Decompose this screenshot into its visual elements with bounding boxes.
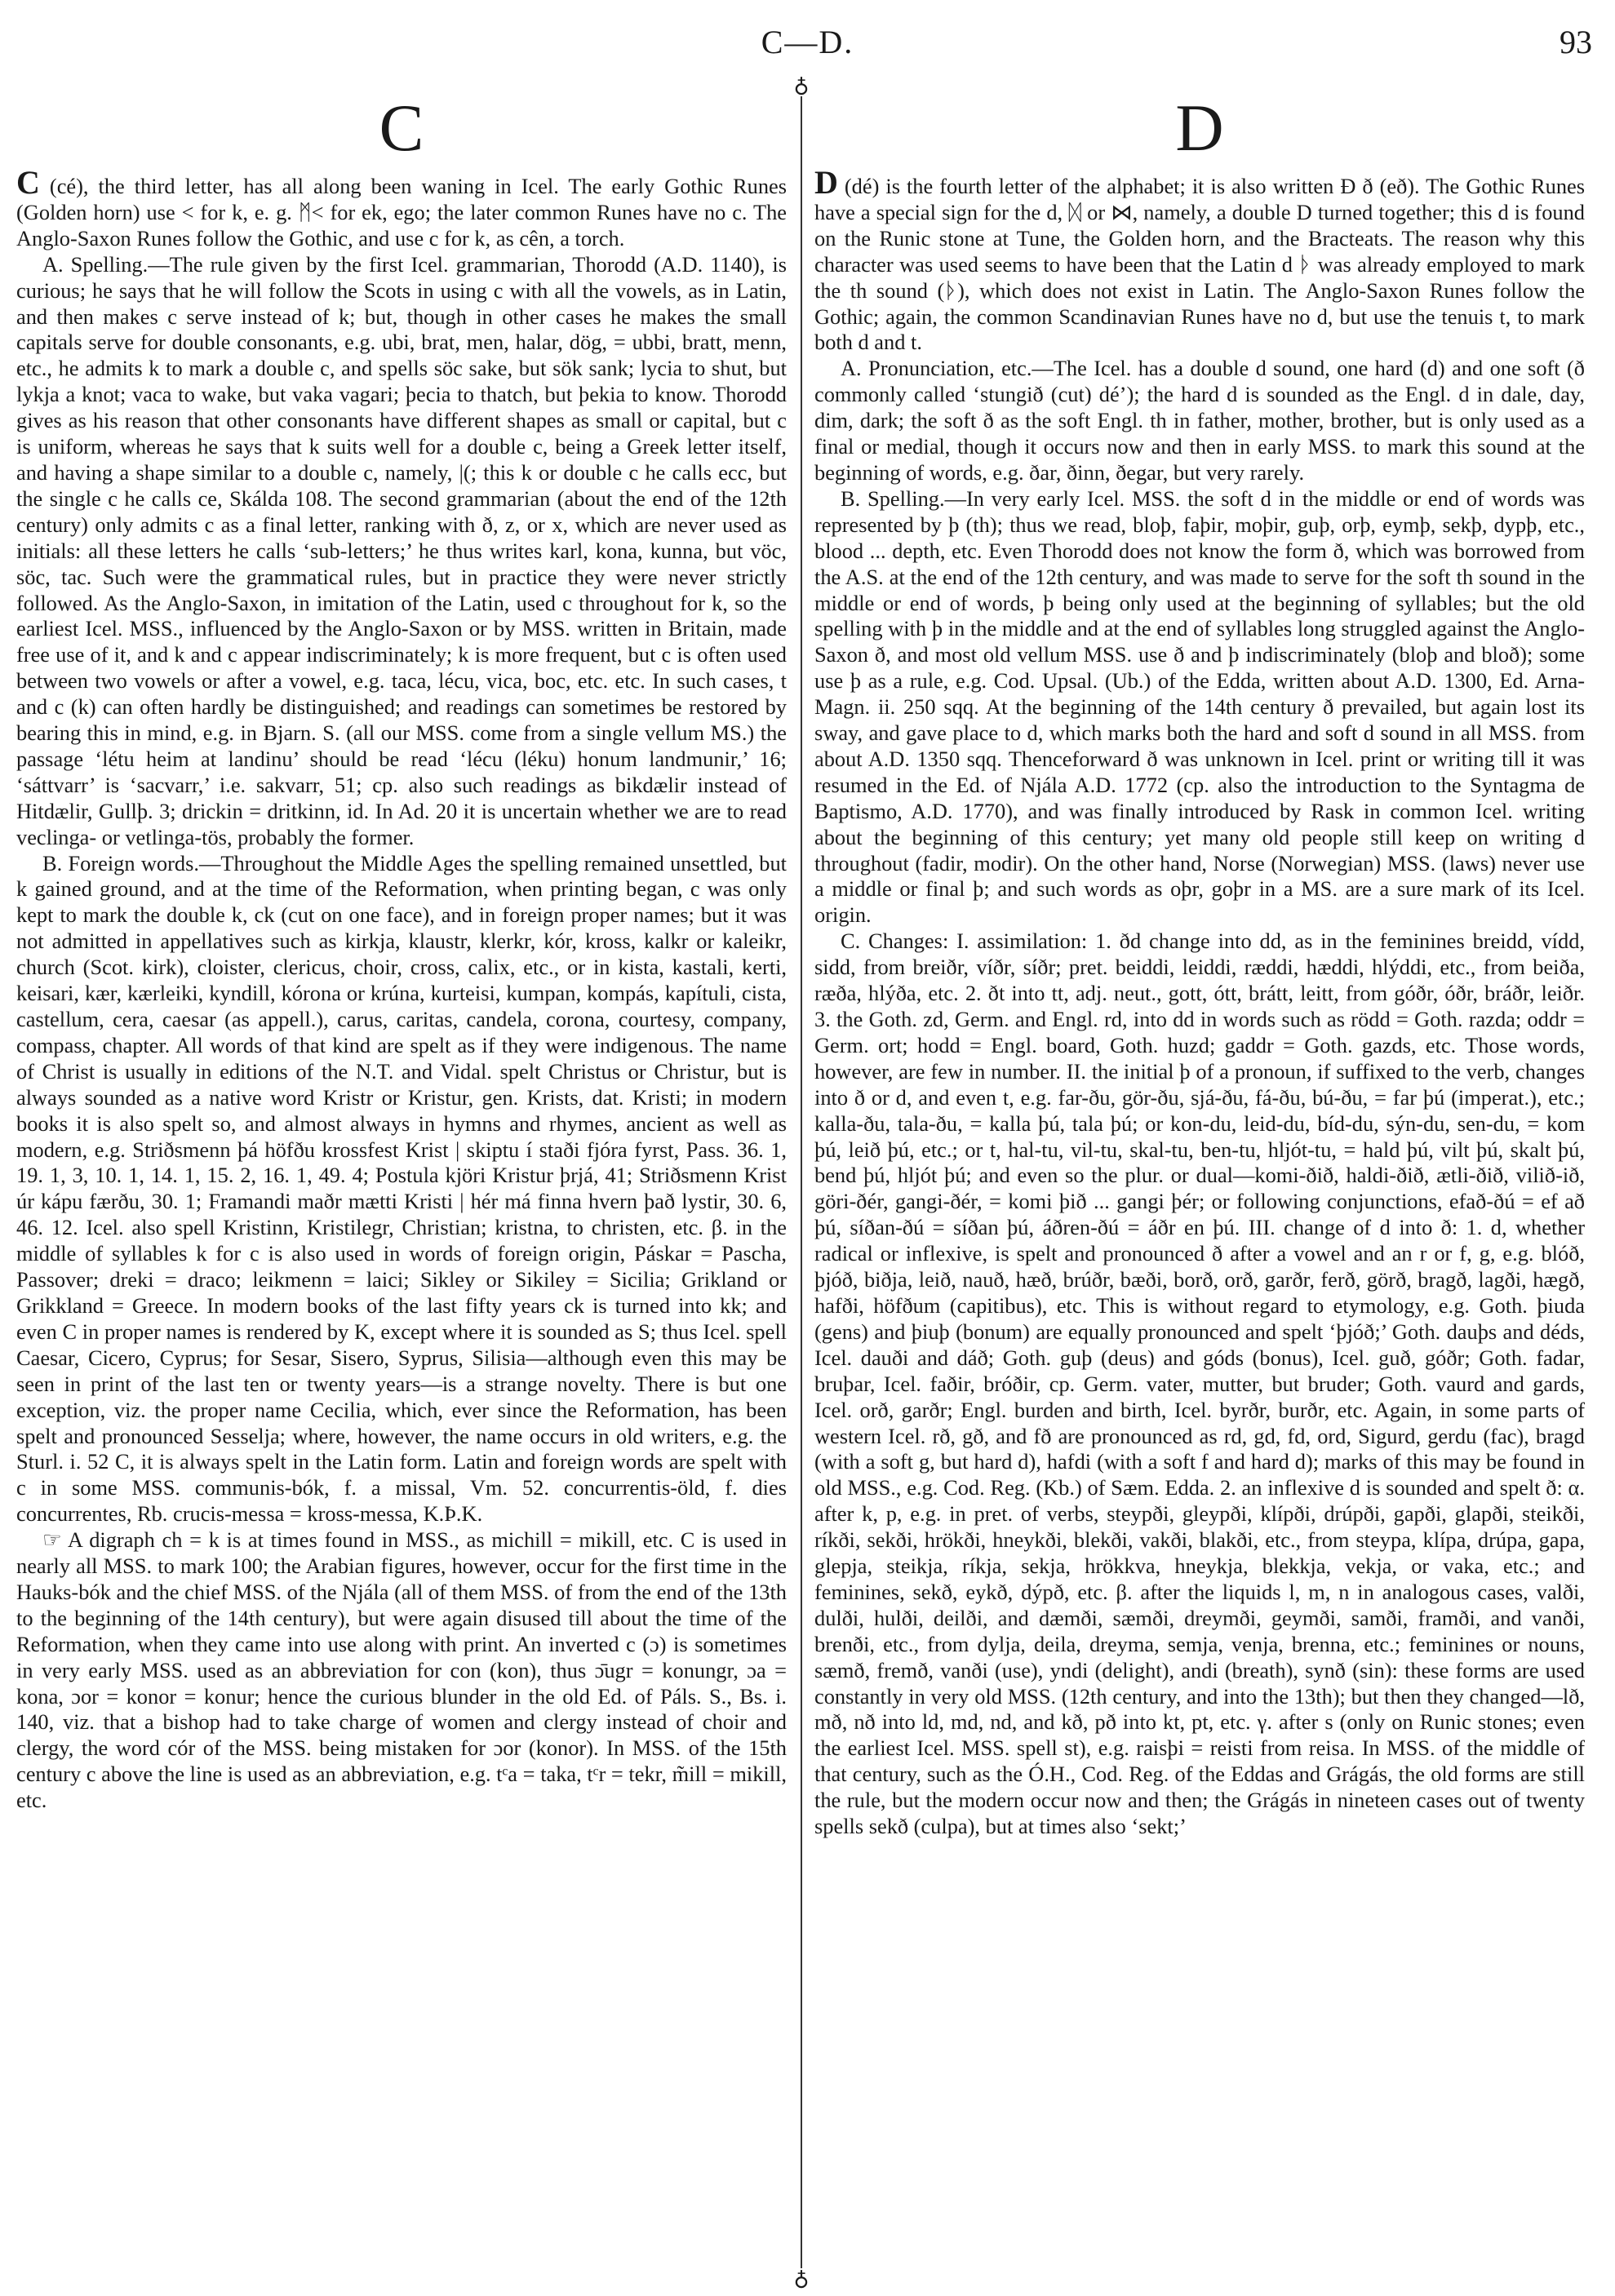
section-letter-c: C <box>379 94 424 165</box>
entry-d-intro <box>814 164 1585 356</box>
entry-d-spelling: B. Spelling.—In very early Icel. MSS. the soft d in the middle or end of words was represented by þ (th); thus we read, bloþ, faþir, moþir, guþ, orþ, eymþ, sekþ, dypþ, etc., blood ... depth, etc. Even Thorodd does not know the form ð, which was borrowed from the A.S. at the end of the 12th century, and was made to serve for the soft th sound in the middle or end of words, þ being only used at the beginning of syllables; but the old spelling with þ in the middle and at the end of syllables long struggled against the Anglo-Saxon ð, and most old vellum MSS. use ð and þ indiscriminately (bloþ and bloð); some use þ as a rule, e.g. Cod. Upsal. (Ub.) of the Edda, written about A.D. 1300, Ed. Arna-Magn. ii. 250 sqq. At the beginning of the 14th century ð prevailed, but again lost its sway, and gave place to d, which marks both the hard and soft d sound in all MSS. from about A.D. 1350 sqq. Thenceforward ð was unknown in Icel. print or writing till it was resumed in the Ed. of Njála A.D. 1772 (cp. also the introduction to the Syntagma de Baptismo, A.D. 1770), and was finally introduced by Rask in common Icel. writing about the beginning of this century; yet many old people still keep on writing d throughout (fadir, modir). On the other hand, Norse (Norwegian) MSS. (laws) never use a middle or final þ; and such words as oþr, goþr in a MS. are a sure mark of its Icel. origin. <box>814 485 1585 928</box>
entry-c-intro-text: (cé), the third letter, has all along been waning in Icel. The early Gothic Runes (Golden horn) use < for k, e. g. ᛗ< for ek, ego; the later common Runes have no c. The Anglo-Saxon Runes follow the Gothic, and use c for k, as cên, a torch. <box>16 174 787 250</box>
entry-c-intro <box>16 164 787 252</box>
column-divider-rule <box>801 78 802 2281</box>
running-head <box>0 15 1615 64</box>
drop-initial-d: D <box>814 164 838 201</box>
entry-d-changes: C. Changes: I. assimilation: 1. ðd change into dd, as in the feminines breidd, vídd, sidd, from breiðr, víðr, síðr; pret. beiddi, leiddi, ræddi, hæddi, hlýddi, etc., from beiða, ræða, hlýða, etc. 2. ðt into tt, adj. neut., gott, ótt, brátt, leitt, from góðr, óðr, bráðr, leiðr. 3. the Goth. zd, Germ. and Engl. rd, into dd in words such as rödd = Goth. razda; oddr = Germ. ort; hodd = Engl. board, Goth. huzd; gaddr = Goth. gazds, etc. Those words, however, are few in number. II. the initial þ of a pronoun, if suffixed to the verb, changes into ð or d, and even t, e.g. far-ðu, gör-ðu, sjá-ðu, fá-ðu, bú-ðu, = far þú (imperat.), etc.; kalla-ðu, tala-ðu, = kalla þú, tala þú; or kon-du, leid-du, bíd-du, sýn-du, sen-du, = kom þú, leið þú, etc.; or t, hal-tu, vil-tu, skal-tu, ben-tu, hljót-tu, = hald þú, vilt þú, skalt þú, bend þú, hljót þú; and even so the plur. or dual—komi-ðið, haldi-ðið, ætli-ðið, vilið-ið, göri-ðér, gangi-ðér, = komi þið ... gangi þér; or following conjunctions, efað-ðú = ef að þú, síðan-ðú = síðan þú, áðren-ðú = áðr en þú. III. change of d into ð: 1. d, whether radical or inflexive, is spelt and pronounced ð after a vowel and an r or f, g, e.g. blóð, þjóð, biðja, leið, nauð, hæð, brúðr, bæði, borð, orð, garðr, ferð, görð, bragð, lagði, hægð, hafði, höfðum (capitibus), etc. This is without regard to etymology, e.g. Goth. þiuda (gens) and þiuþ (bonum) are equally pronounced and spelt ‘þjóð;’ Goth. dauþs and déds, Icel. dauði and dáð; Goth. guþ (deus) and góds (bonus), Icel. guð, góðr; Goth. fadar, bruþar, Icel. faðir, bróðir, cp. Germ. vater, mutter, but bruder; Goth. vaurd and gards, Icel. orð, garðr; Engl. burden and birth, Icel. byrðr, burðr, etc. Again, in some parts of western Icel. rð, gð, and fð are pronounced as rd, gd, fd, ord, Sigurd, gerdu (fac), bragd (with a soft g, but hard d), hafdi (with a soft f and hard d); marks of this may be found in old MSS., e.g. Cod. Reg. (Kb.) of Sæm. Edda. 2. an inflexive d is sounded and spelt ð: α. after k, p, e.g. in pret. of verbs, steypði, gleypði, klípði, drúpði, gapði, glapði, steikði, ríkði, sekði, hrökði, hneykði, blekði, vakði, blakði, etc., from steypa, klípa, drúpa, gapa, glepja, steikja, ríkja, sekja, hrökkva, hneykja, blekkja, vekja, or vaka, etc.; and feminines, sekð, eykð, dýpð, etc. β. after the liquids l, m, n in analogous cases, valði, dulði, hulði, deilði, and dæmði, sæmði, dreymði, geymði, samði, framði, and vanði, brenði, etc., from dylja, deila, dreyma, semja, venja, brenna, etc.; feminines or nouns, sæmð, fremð, vanði (use), yndi (delight), andi (breath), synð (sin): these forms are used constantly in very old MSS. (12th century, and into the 13th); but then they changed—lð, mð, nð into ld, md, nd, and kð, pð into kt, pt, etc. γ. after s (only on Runic stones; even the earliest Icel. MSS. spell st), e.g. raisþi = reisti from reisa. In MSS. of the middle of that century, such as the Ó.H., Cod. Reg. of the Eddas and Grágás, the old forms are still the rule, but the modern occur now and then; the Grágás in nineteen cases out of twenty spells sekð (culpa), but at times also ‘sekt;’ <box>814 929 1585 1839</box>
left-column <box>16 94 787 2280</box>
column-divider-ornament-bottom: ♁ <box>792 2268 811 2289</box>
page-number: 93 <box>1560 24 1592 60</box>
entry-d-pronunciation: A. Pronunciation, etc.—The Icel. has a double d sound, one hard (d) and one soft (ð commonly called ‘stungið (cut) dé’); the hard d is sounded as the Engl. d in dale, day, dim, dark; the soft ð as the soft Engl. th in father, mother, brother, but is only used as a final or medial, though it occurs now and then in early MSS. to mark this sound at the beginning of words, e.g. ðar, ðinn, ðegar, but very rarely. <box>814 356 1585 485</box>
page-header-title: C—D. <box>761 24 854 60</box>
drop-initial-c: C <box>16 164 40 201</box>
column-divider-ornament-top: ♁ <box>792 75 811 96</box>
entry-d-intro-text: (dé) is the fourth letter of the alphabet; it is also written Ð ð (eð). The Gothic Runes have a special sign for the d, ᛞ or ⋈, namely, a double D turned together; this d is found on the Runic stone at Tune, the Golden horn, and the Bracteats. The reason why this character was used seems to have been that the Latin d ᚦ was already employed to mark the th sound (ᚦ), which does not exist in Latin. The Anglo-Saxon Runes follow the Gothic; again, the common Scandinavian Runes have no d, but use the tenuis t, to mark both d and t. <box>814 174 1585 355</box>
entry-c-foreign-words: B. Foreign words.—Throughout the Middle Ages the spelling remained unsettled, but k gained ground, and at the time of the Reformation, when printing began, c was only kept to mark the double k, ck (cut on one face), and in foreign proper names; but it was not admitted in appellatives such as kirkja, klaustr, klerkr, kór, kross, kalkr or kaleikr, church (Scot. kirk), cloister, clericus, choir, cross, calix, etc., or in kista, kastali, kerti, keisari, kær, kærleiki, kyndill, kórona or krúna, kurteisi, kumpan, kompás, kapítuli, cista, castellum, cera, caesar (as appell.), carus, caritas, candela, corona, courtesy, company, compass, chapter. All words of that kind are spelt as if they were indigenous. The name of Christ is usually in editions of the N.T. and Vidal. spelt Christus or Christur, but is always sounded as a native word Kristr or Kristur, gen. Krists, dat. Kristi; in modern books it is also spelt so, and almost always in hymns and rhymes, ancient as well as modern, e.g. Striðsmenn þá höfðu krossfest Krist | skiptu í staði fjóra fyrst, Pass. 36. 1, 19. 1, 3, 10. 1, 14. 1, 15. 2, 16. 1, 49. 4; Postula kjöri Kristur þrjá, 41; Striðsmenn Krist úr kápu færðu, 30. 1; Framandi maðr mætti Kristi | hér má finna hvern það lystir, 30. 6, 46. 12. Icel. also spell Kristinn, Kristilegr, Christian; kristna, to christen, etc. β. in the middle of syllables k for c is also used in words of foreign origin, Páskar = Pascha, Passover; dreki = draco; leikmenn = laici; Sikley or Sikiley = Sicilia; Grikland or Grikkland = Greece. In modern books of the last fifty years ck is turned into kk; and even C in proper names is rendered by K, except where it is sounded as S; thus Icel. spell Caesar, Cicero, Cyprus; for Sesar, Sisero, Syprus, Silisia—although even this may be seen in print of the last ten or twenty years—is a strange novelty. There is but one exception, viz. the proper name Cecilia, which, ever since the Reformation, has been spelt and pronounced Sesselja; where, however, the name occurs in old writers, e.g. the Sturl. i. 52 C, it is always spelt in the Latin form. Latin and foreign words are spelt with c in some MSS. communis-bók, f. a missal, Vm. 52. concurrentis-öld, f. dies concurrentes, Rb. crucis-messa = kross-messa, K.Þ.K. <box>16 850 787 1527</box>
entry-c-digraph-note: ☞ A digraph ch = k is at times found in MSS., as michill = mikill, etc. C is used in nearly all MSS. to mark 100; the Arabian figures, however, occur for the first time in the Hauks-bók and the chief MSS. of the Njála (all of them MSS. of from the end of the 13th to the beginning of the 14th century), but were again disused till about the time of the Reformation, when they came into use along with print. An inverted c (ɔ) is sometimes in very early MSS. used as an abbreviation for con (kon), thus ɔ̄ugr = konungr, ɔa = kona, ɔor = konor = konur; hence the curious blunder in the old Ed. of Páls. S., Bs. i. 140, viz. that a bishop had to take charge of women and clergy instead of choir and clergy, the word cór of the MSS. being mistaken for ɔor (konor). In MSS. of the 15th century c above the line is used as an abbreviation, e.g. tᶜa = taka, tᶜr = tekr, m̃ill = mikill, etc. <box>16 1527 787 1813</box>
section-letter-d: D <box>1175 94 1224 165</box>
right-column <box>814 94 1585 2280</box>
entry-c-spelling: A. Spelling.—The rule given by the first Icel. grammarian, Thorodd (A.D. 1140), is curious; he says that he will follow the Scots in using c with all the vowels, as in Latin, and then makes c serve instead of k; but, though in other cases he makes the small capitals serve for double consonants, e.g. ubi, brat, men, halar, dög, = ubbi, bratt, menn, etc., he admits k to mark a double c, and spells söc sake, but sök sank; lycia to shut, but lykja a knot; vaca to wake, but vaka vagari; þecia to thatch, but þekia to know. Thorodd gives as his reason that other consonants have different shapes as small or capital, but c is uniform, whereas he says that k suits well for a double c, being a Greek letter itself, and having a shape similar to a double c, namely, |(; this k or double c he calls ecc, but the single c he calls ce, Skálda 108. The second grammarian (about the end of the 12th century) only admits c as a final letter, ranking with ð, z, or x, which are never used as initials: all these letters he calls ‘sub-letters;’ he thus writes karl, kona, kunna, but vöc, söc, tac. Such were the grammatical rules, but in practice they were never strictly followed. As the Anglo-Saxon, in imitation of the Latin, used c throughout for k, so the earliest Icel. MSS., influenced by the Anglo-Saxon or by MSS. written in Britain, made free use of it, and k and c appear indiscriminately; k is more frequent, but c is often used between two vowels or after a vowel, e.g. taca, lécu, vica, boc, etc. etc. In such cases, t and c (k) can often hardly be distinguished; and readings can sometimes be restored by bearing this in mind, e.g. in Bjarn. S. (all our MSS. come from a single vellum MS.) the passage ‘létu heim at landinu’ should be read ‘lécu (léku) honum landmunir,’ 16; ‘sáttvarr’ is ‘sacvarr,’ i.e. sakvarr, 51; cp. also such readings as bikdælir instead of Hitdælir, Gullþ. 3; drickin = dritkinn, id. In Ad. 20 it is uncertain whether we are to read veclinga- or vetlinga-tös, probably the former. <box>16 251 787 849</box>
